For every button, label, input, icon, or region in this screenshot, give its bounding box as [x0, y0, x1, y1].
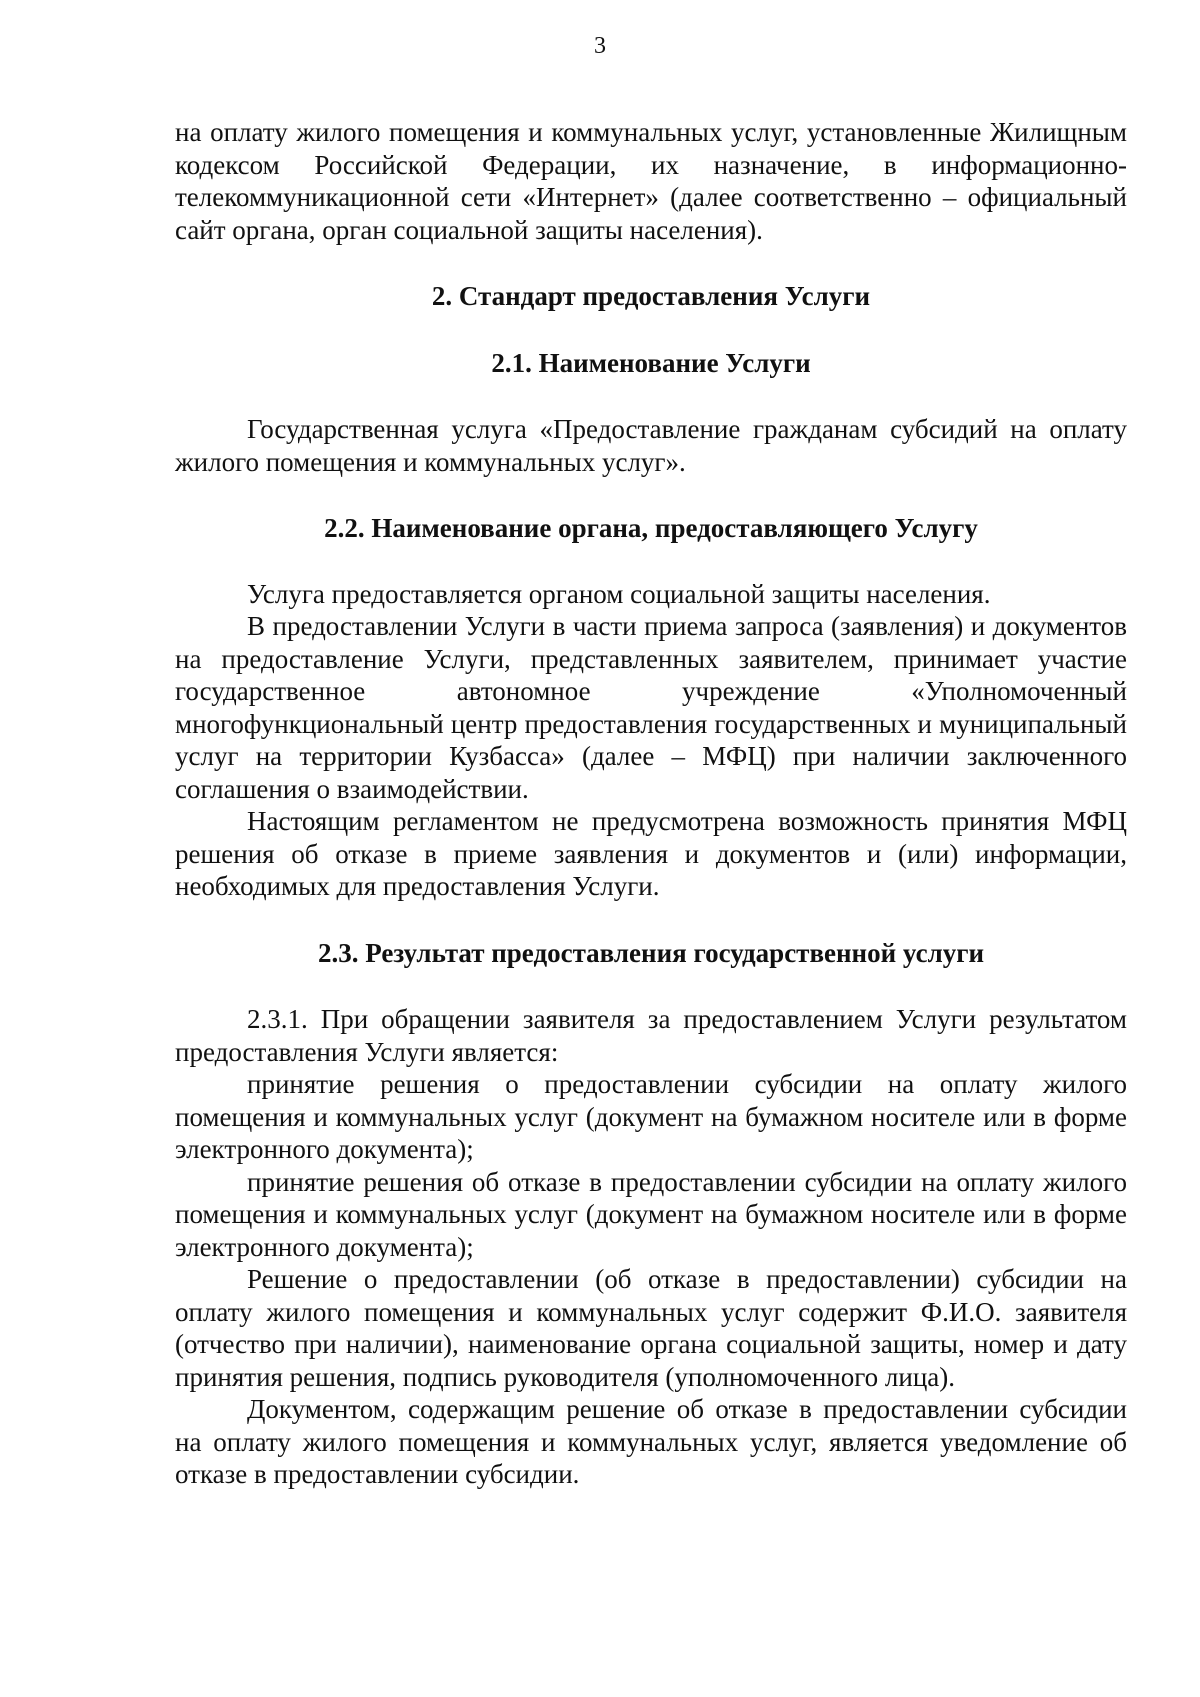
section-2-3-paragraph: принятие решения о предоставлении субсидии на оплату жилого помещения и коммунальных услуг (документ на бумажном носителе или в форме электронного документа);: [175, 1069, 1127, 1164]
section-2-1-paragraph: Государственная услуга «Предоставление гражданам субсидий на оплату жилого помещения и коммунальных услуг».: [175, 414, 1127, 477]
intro-paragraph: на оплату жилого помещения и коммунальных услуг, установленные Жилищным кодексом Российской Федерации, их назначение, в информационно-телекоммуникационной сети «Интернет» (далее соответственно – официальный сайт органа, орган социальной защиты населения).: [175, 117, 1127, 245]
section-2-3-paragraph: Документом, содержащим решение об отказе в предоставлении субсидии на оплату жилого помещения и коммунальных услуг, является уведомление об отказе в предоставлении субсидии.: [175, 1394, 1127, 1489]
section-2-3-paragraph: 2.3.1. При обращении заявителя за предоставлением Услуги результатом предоставления Услуги является:: [175, 1004, 1127, 1067]
section-2-2-paragraph: Настоящим регламентом не предусмотрена возможность принятия МФЦ решения об отказе в приеме заявления и документов и (или) информации, необходимых для предоставления Услуги.: [175, 806, 1127, 901]
page-number: 3: [594, 33, 606, 59]
section-2-3-heading: 2.3. Результат предоставления государственной услуги: [317, 937, 985, 968]
section-2-2-paragraph: Услуга предоставляется органом социальной защиты населения.: [247, 578, 991, 609]
section-2-1-heading: 2.1. Наименование Услуги: [491, 347, 811, 378]
document-body: [175, 116, 1127, 1491]
section-2-3-paragraph: принятие решения об отказе в предоставлении субсидии на оплату жилого помещения и коммунальных услуг (документ на бумажном носителе или в форме электронного документа);: [175, 1166, 1127, 1262]
section-2-2-paragraph: В предоставлении Услуги в части приема запроса (заявления) и документов на предоставление Услуги, представленных заявителем, принимает участие государственное автономное учреждение «Уполномоченный многофункциональный центр предоставления государственных и муниципальный услуг на территории Кузбасса» (далее – МФЦ) при наличии заключенного соглашения о взаимодействии.: [175, 611, 1127, 804]
section-2-2-heading: 2.2. Наименование органа, предоставляющего Услугу: [324, 513, 978, 543]
section-2-heading: 2. Стандарт предоставления Услуги: [431, 281, 871, 311]
section-2-3-paragraph: Решение о предоставлении (об отказе в предоставлении) субсидии на оплату жилого помещения и коммунальных услуг содержит Ф.И.О. заявителя (отчество при наличии), наименование органа социальной защиты, номер и дату принятия решения, подпись руководителя (уполномоченного лица).: [175, 1264, 1127, 1392]
